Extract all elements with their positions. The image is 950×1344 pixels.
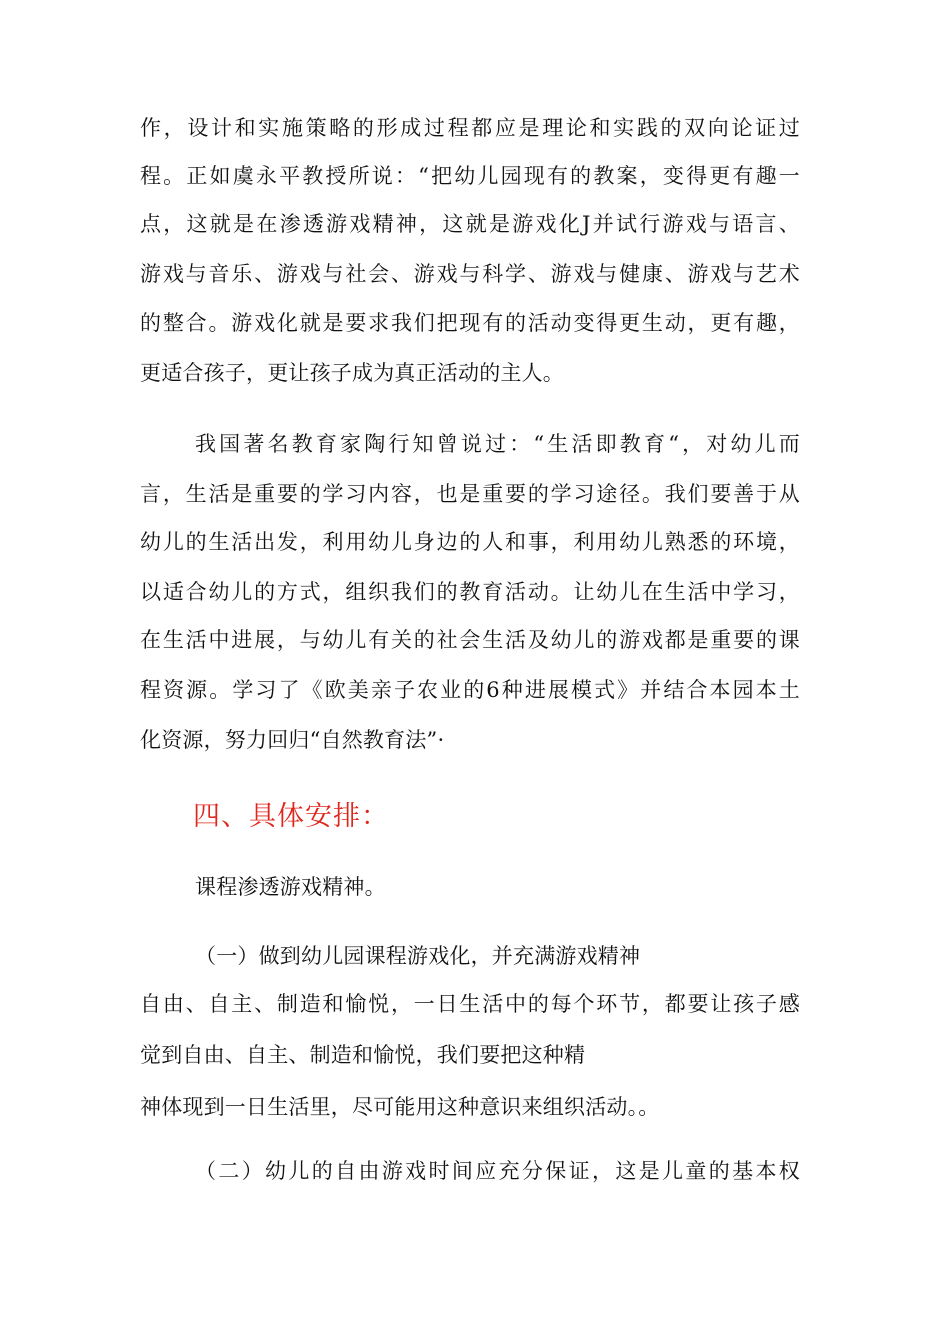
text-line: 作，设计和实施策略的形成过程都应是理论和实践的双向论证过 [140,116,800,140]
text-line: 程资源。学习了《欧美亲子农业的6种进展模式》并结合本园本土 [140,678,800,702]
text-line: 觉到自由、自主、制造和愉悦，我们要把这种精 [140,1043,586,1067]
section-intro: 课程渗透游戏精神。 [195,875,386,899]
section-heading: 四、具体安排： [193,801,389,832]
text-line: 化资源，努力回归“自然教育法”· [140,728,445,752]
item-title: （二）幼儿的自由游戏时间应充分保证，这是儿童的基本权 [195,1159,800,1183]
text-line: 言，生活是重要的学习内容，也是重要的学习途径。我们要善于从 [140,482,800,506]
text-line: 更适合孩子，更让孩子成为真正活动的主人。 [140,361,564,385]
text-line: 以适合幼儿的方式，组织我们的教育活动。让幼儿在生活中学习， [140,580,800,604]
text-line: 在生活中进展，与幼儿有关的社会生活及幼儿的游戏都是重要的课 [140,628,800,652]
text-line: 自由、自主、制造和愉悦，一日生活中的每个环节，都要让孩子感 [140,992,800,1016]
text-line: 游戏与音乐、游戏与社会、游戏与科学、游戏与健康、游戏与艺术 [140,262,800,286]
text-line: 神体现到一日生活里，尽可能用这种意识来组织活动。。 [140,1095,660,1119]
text-line: 幼儿的生活出发，利用幼儿身边的人和事，利用幼儿熟悉的环境， [140,530,800,554]
text-line: 我国著名教育家陶行知曾说过：“生活即教育“，对幼儿而 [195,432,800,456]
text-line: 程。正如虞永平教授所说：“把幼儿园现有的教案，变得更有趣一 [140,164,800,188]
item-title: （一）做到幼儿园课程游戏化，并充满游戏精神 [195,944,641,968]
text-line: 的整合。游戏化就是要求我们把现有的活动变得更生动，更有趣， [140,311,800,335]
text-line: 点，这就是在渗透游戏精神，这就是游戏化J并试行游戏与语言、 [140,212,800,236]
